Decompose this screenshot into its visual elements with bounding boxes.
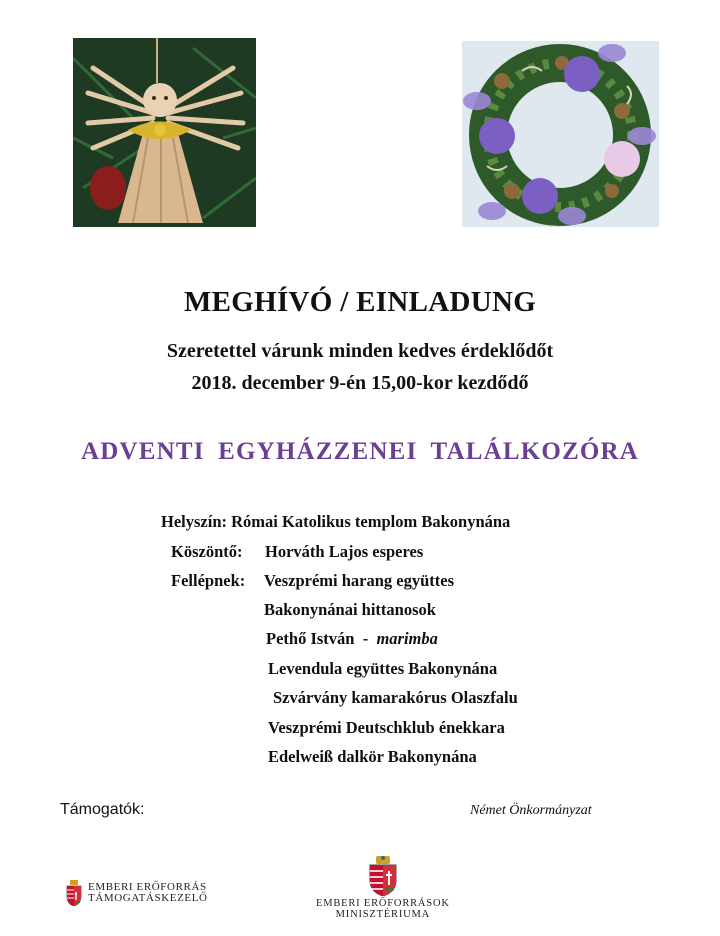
performer-item: Szvárvány kamarakórus Olaszfalu: [273, 688, 518, 707]
emmi-logo: [316, 856, 450, 920]
greeting-label: Köszöntő:: [171, 542, 243, 561]
performer-name: Pethő István: [266, 629, 355, 648]
performer-item: Edelweiß dalkör Bakonynána: [268, 747, 477, 766]
advent-wreath-photo: [462, 41, 659, 227]
supporter-nemet-onkormanyzat: Német Önkormányzat: [470, 803, 592, 818]
performers-row: [171, 571, 454, 591]
event-name: ADVENTI EGYHÁZZENEI TALÁLKOZÓRA: [80, 438, 640, 465]
invitation-title: MEGHÍVÓ / EINLADUNG: [183, 286, 537, 318]
emet-logo-line2: TÁMOGATÁSKEZELŐ: [88, 892, 208, 904]
emet-logo-line1: EMBERI ERŐFORRÁS: [88, 881, 207, 893]
performer-item: Levendula együttes Bakonynána: [268, 659, 498, 678]
supporters-label: Támogatók:: [60, 801, 145, 818]
performer-item: [266, 629, 438, 649]
performer-item: Bakonynánai hittanosok: [264, 600, 436, 619]
date-line: 2018. december 9-én 15,00-kor kezdődő: [191, 372, 529, 394]
emet-logo: [66, 880, 208, 906]
welcome-line: Szeretettel várunk minden kedves érdeklődőt: [166, 340, 554, 362]
location-value: Római Katolikus templom Bakonynána: [231, 512, 511, 531]
performers-label: Fellépnek:: [171, 571, 246, 590]
emmi-logo-line1: EMBERI ERŐFORRÁSOK: [316, 898, 450, 909]
emmi-logo-line2: MINISZTÉRIUMA: [335, 909, 431, 920]
angel-ornament-photo: [73, 38, 256, 227]
coat-of-arms-icon: [66, 880, 82, 906]
performer-item: Veszprémi Deutschklub énekkara: [268, 718, 505, 737]
location-row: [161, 512, 510, 532]
performer-instrument: marimba: [376, 629, 438, 648]
performer-separator: -: [362, 629, 369, 648]
performer-item: Veszprémi harang együttes: [264, 571, 455, 590]
coat-of-arms-icon: [368, 856, 398, 896]
location-label: Helyszín:: [161, 512, 227, 531]
greeting-value: Horváth Lajos esperes: [265, 542, 424, 561]
greeting-row: [171, 542, 423, 562]
